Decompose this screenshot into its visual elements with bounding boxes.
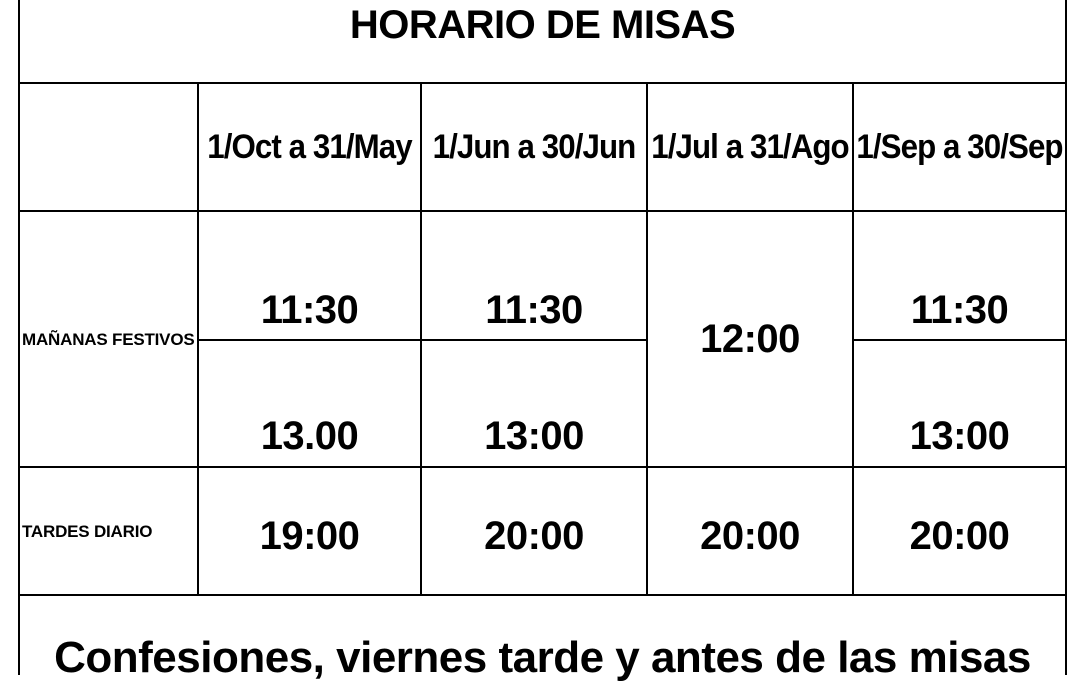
time-cell: 20:00 bbox=[700, 514, 800, 558]
table-border-left bbox=[18, 0, 20, 675]
time-cell: 20:00 bbox=[909, 514, 1010, 558]
time-cell: 12:00 bbox=[700, 317, 800, 361]
time-cell: 11:30 bbox=[485, 288, 583, 332]
column-header-jul-ago: 1/Jul a 31/Ago bbox=[651, 128, 849, 166]
footer-note: Confesiones, viernes tarde y antes de las misas bbox=[54, 633, 1031, 682]
time-cell: 13:00 bbox=[484, 414, 584, 458]
row-label-mananas-festivos: MAÑANAS FESTIVOS bbox=[22, 329, 195, 349]
table-border-right bbox=[1065, 0, 1067, 675]
time-cell: 11:30 bbox=[260, 288, 359, 332]
row-label-tardes-diario: TARDES DIARIO bbox=[22, 521, 153, 541]
time-cell: 11:30 bbox=[910, 288, 1009, 332]
time-cell: 13.00 bbox=[260, 414, 359, 458]
column-header-jun: 1/Jun a 30/Jun bbox=[432, 128, 636, 166]
column-header-oct-may: 1/Oct a 31/May bbox=[207, 128, 412, 166]
evening-divider bbox=[18, 594, 1067, 596]
time-cell: 13:00 bbox=[909, 414, 1010, 458]
page-title: HORARIO DE MISAS bbox=[349, 3, 736, 47]
time-cell: 19:00 bbox=[259, 514, 360, 558]
time-cell: 20:00 bbox=[484, 514, 584, 558]
column-header-sep: 1/Sep a 30/Sep bbox=[856, 128, 1063, 166]
